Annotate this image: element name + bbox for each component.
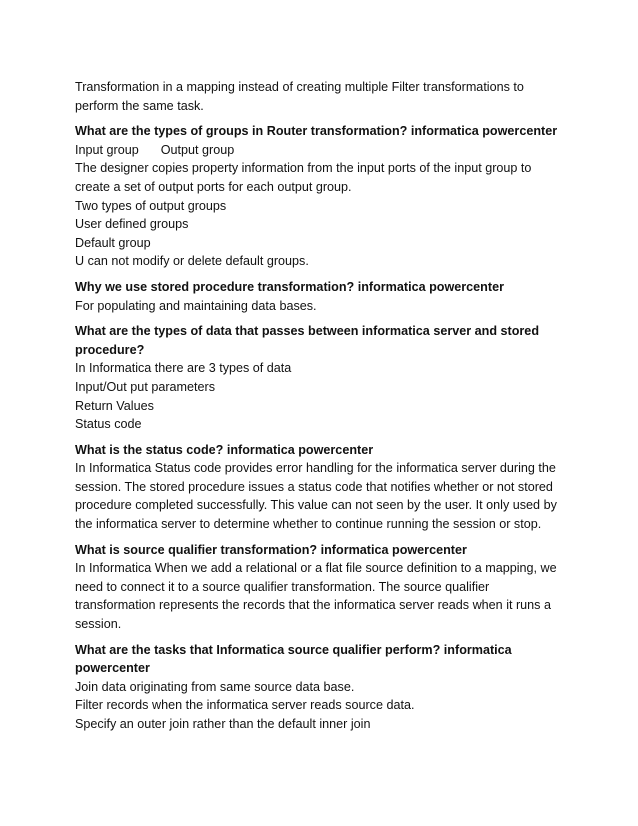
answer-line: Specify an outer join rather than the default inner join [75,717,371,731]
answer-line: For populating and maintaining data bases. [75,298,317,313]
answer-line: U can not modify or delete default groups. [75,254,309,269]
answer-line: Default group [75,235,151,250]
group-input-label: Input group [75,142,139,157]
section-router-groups [75,122,565,271]
answer-line: In Informatica there are 3 types of data [75,361,292,376]
answer-paragraph: In Informatica Status code provides error handling for the informatica server during the session. The stored procedure issues a status code that notifies whether or not stored procedure completed successfully. This value can not seen by the user. It only used by the informatica server to determine whether to continue running the session or stop. [75,461,557,532]
question-heading: What are the types of groups in Router transformation? informatica powercenter [75,124,558,139]
intro-paragraph: Transformation in a mapping instead of creating multiple Filter transformations to perform the same task. [75,80,524,113]
answer-line: Return Values [75,398,154,413]
section-source-qualifier [75,541,565,634]
question-heading: What are the tasks that Informatica source qualifier perform? informatica powercenter [75,642,512,676]
document-page [75,78,565,734]
answer-line: Status code [75,417,142,432]
question-heading: What is the status code? informatica powercenter [75,442,374,457]
answer-line: Input/Out put parameters [75,379,216,394]
answer-line: Join data originating from same source data base. [75,679,355,694]
answer-paragraph: In Informatica When we add a relational or a flat file source definition to a mapping, we need to connect it to a source qualifier transformation. The source qualifier transformation represents the records that the informatica server reads when it runs a session. [75,561,557,632]
section-data-types [75,322,565,434]
answer-line: The designer copies property information from the input ports of the input group to create a set of output ports for each output group. [75,161,532,194]
group-line [75,141,565,160]
answer-line: Filter records when the informatica server reads source data. [75,698,415,713]
question-heading: Why we use stored procedure transformation? informatica powercenter [75,279,504,294]
section-stored-procedure-use [75,278,565,315]
group-output-label: Output group [160,142,235,157]
section-status-code [75,441,565,534]
question-heading: What is source qualifier transformation? informatica powercenter [75,542,467,557]
question-heading: What are the types of data that passes between informatica server and stored procedure? [75,324,540,357]
answer-line: User defined groups [75,217,189,232]
answer-line: Two types of output groups [75,198,227,213]
section-source-qualifier-tasks [75,641,565,734]
